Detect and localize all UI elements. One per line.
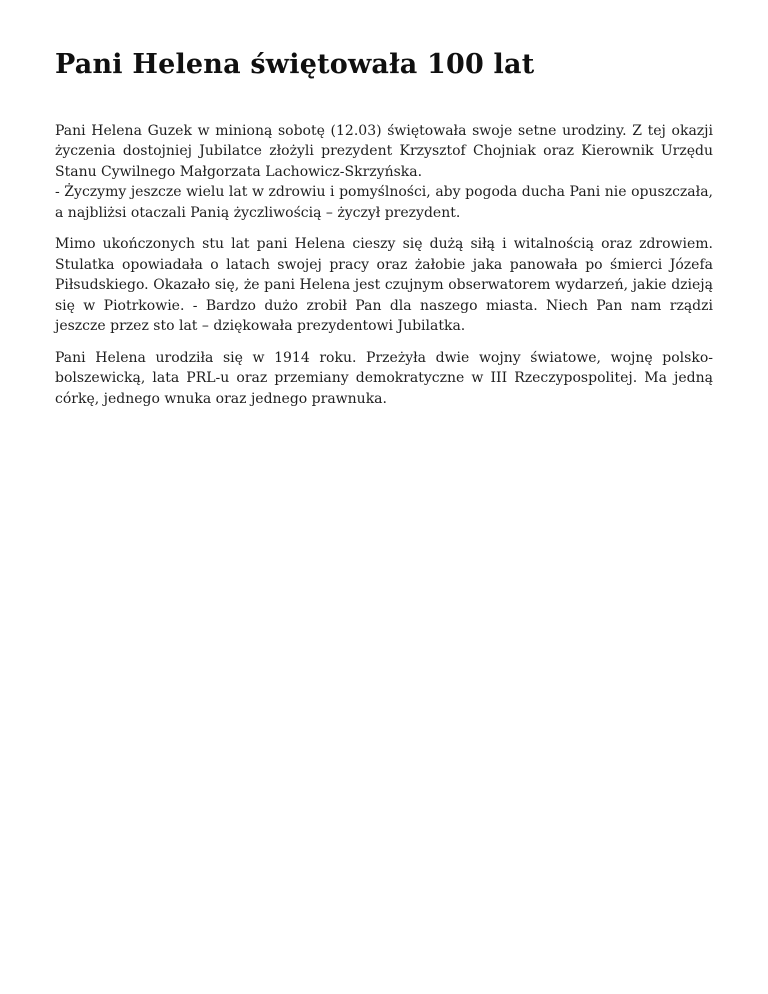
article-body [55, 121, 713, 410]
paragraph-text: Mimo ukończonych stu lat pani Helena cieszy się dużą siłą i witalnością oraz zdrowiem. Stulatka opowiadała o latach swojej pracy oraz żałobie jaka panowała po śmierci Józefa Piłsudskiego. Okazało się, że pani Helena jest czujnym obserwatorem wydarzeń, jakie dzieją się w Piotrkowie. - Bardzo dużo zrobił Pan dla naszego miasta. Niech Pan nam rządzi jeszcze przez sto lat – dziękowała prezydentowi Jubilatka. [55, 236, 713, 335]
paragraph [55, 121, 713, 224]
paragraph-quote-text: - Życzymy jeszcze wielu lat w zdrowiu i pomyślności, aby pogoda ducha Pani nie opuszczała, a najbliżsi otaczali Panią życzliwością – życzył prezydent. [55, 184, 713, 221]
article-title: Pani Helena świętowała 100 lat [55, 49, 535, 80]
paragraph [55, 348, 713, 410]
paragraph [55, 234, 713, 337]
paragraph-text: Pani Helena urodziła się w 1914 roku. Przeżyła dwie wojny światowe, wojnę polsko-bolszewicką, lata PRL-u oraz przemiany demokratyczne w III Rzeczypospolitej. Ma jedną córkę, jednego wnuka oraz jednego prawnuka. [55, 349, 713, 407]
paragraph-intro-text: Pani Helena Guzek w minioną sobotę (12.03) świętowała swoje setne urodziny. Z tej okazji życzenia dostojniej Jubilatce złożyli prezydent Krzysztof Chojniak oraz Kierownik Urzędu Stanu Cywilnego Małgorzata Lachowicz-Skrzyńska. [55, 122, 713, 180]
